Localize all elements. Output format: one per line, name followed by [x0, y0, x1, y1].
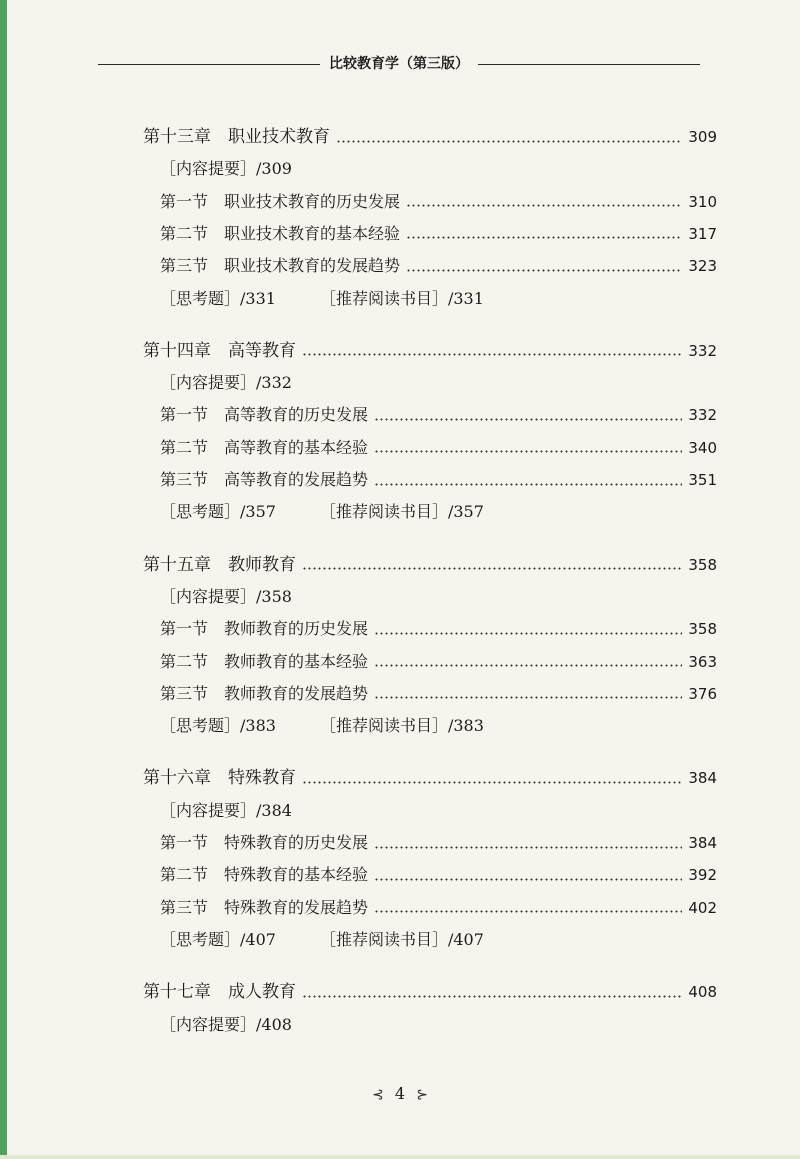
page-number: 4 — [394, 1084, 406, 1103]
toc-entry-label: ［思考题］/331 — [160, 288, 276, 308]
toc-note-row — [160, 582, 717, 612]
dot-leader — [374, 418, 682, 421]
toc-section-row[interactable] — [160, 465, 717, 495]
toc-entry-label-secondary: ［推荐阅读书目］/331 — [319, 288, 484, 308]
toc-entry-label: ［思考题］/357 — [160, 502, 276, 522]
toc-entry-label: ［内容提要］/332 — [160, 373, 292, 393]
toc-page-number: 402 — [688, 898, 717, 917]
toc-entry-label: 第三节 高等教育的发展趋势 — [160, 470, 369, 489]
toc-page-number: 323 — [688, 257, 717, 276]
toc-note-row — [160, 925, 717, 955]
dot-leader — [302, 995, 682, 998]
toc-entry-label: ［内容提要］/408 — [160, 1014, 292, 1034]
toc-page-number: 332 — [688, 406, 717, 425]
toc-entry-label: 第一节 职业技术教育的历史发展 — [160, 191, 401, 211]
toc-entry-label: ［思考题］/383 — [160, 716, 276, 736]
dot-leader — [302, 781, 682, 784]
toc-entry-label: ［内容提要］/384 — [160, 800, 292, 820]
page-footer — [0, 1082, 800, 1107]
toc-entry-label: 第三节 职业技术教育的发展趋势 — [160, 256, 401, 276]
toc-chapter-row[interactable] — [143, 763, 717, 793]
dot-leader — [374, 450, 682, 453]
toc-entry-label: ［内容提要］/309 — [160, 159, 292, 179]
toc-page-number: 376 — [688, 684, 717, 703]
running-header — [0, 52, 800, 76]
toc-page-number: 408 — [688, 983, 717, 1002]
toc-entry-label: ［思考题］/407 — [160, 929, 276, 949]
dot-leader — [302, 353, 682, 356]
dot-leader — [374, 846, 682, 849]
toc-entry-label: 第十五章 教师教育 — [143, 554, 296, 575]
dot-leader — [302, 567, 682, 570]
toc-section-row[interactable] — [160, 614, 717, 644]
toc-note-row — [160, 368, 717, 398]
dot-leader — [374, 632, 682, 635]
ornament-right-icon: ⊱ — [416, 1087, 428, 1103]
toc-note-row — [160, 497, 717, 527]
dot-leader — [374, 878, 682, 881]
bottom-page-edge — [0, 1155, 800, 1159]
toc-entry-label: 第二节 特殊教育的基本经验 — [160, 865, 369, 885]
toc-page-number: 384 — [688, 834, 717, 852]
toc-page-number: 317 — [688, 224, 717, 243]
toc-chapter-row[interactable] — [143, 122, 717, 152]
dot-leader — [406, 204, 682, 207]
toc-entry-label: 第三节 教师教育的发展趋势 — [160, 683, 369, 703]
toc-entry-label-secondary: ［推荐阅读书目］/383 — [319, 716, 484, 736]
toc-entry-label: 第三节 特殊教育的发展趋势 — [160, 897, 369, 917]
green-page-edge — [0, 0, 7, 1159]
dot-leader — [374, 664, 682, 667]
header-title: 比较教育学（第三版） — [329, 56, 469, 72]
toc-entry-label: 第十四章 高等教育 — [143, 340, 296, 361]
toc-page-number: 340 — [688, 438, 717, 457]
toc-entry-label: 第十七章 成人教育 — [143, 982, 296, 1003]
toc-section-row[interactable] — [160, 679, 717, 709]
toc-note-row — [160, 711, 717, 741]
toc-entry-label: 第二节 教师教育的基本经验 — [160, 651, 369, 671]
dot-leader — [374, 910, 682, 913]
toc-note-row — [160, 796, 717, 826]
toc-note-row — [160, 284, 717, 314]
toc-entry-label: 第十六章 特殊教育 — [143, 768, 296, 789]
toc-entry-label: ［内容提要］/358 — [160, 586, 292, 606]
toc-note-row — [160, 1010, 717, 1040]
toc-entry-label: 第二节 高等教育的基本经验 — [160, 437, 369, 457]
toc-entry-label: 第一节 教师教育的历史发展 — [160, 619, 369, 639]
toc-chapter-row[interactable] — [143, 977, 717, 1007]
toc-entry-label: 第一节 特殊教育的历史发展 — [160, 833, 369, 852]
toc-page-number: 309 — [688, 128, 717, 146]
dot-leader — [406, 269, 682, 272]
dot-leader — [336, 140, 682, 143]
toc-page-number: 384 — [688, 769, 717, 788]
toc-entry-label-secondary: ［推荐阅读书目］/407 — [319, 929, 484, 949]
toc-chapter-row[interactable] — [143, 336, 717, 366]
toc-chapter-row[interactable] — [143, 550, 717, 580]
dot-leader — [374, 483, 682, 486]
toc-page-number: 310 — [688, 192, 717, 211]
header-rule-right — [478, 64, 700, 65]
toc-page-number: 358 — [688, 620, 717, 639]
toc-section-row[interactable] — [160, 219, 717, 249]
dot-leader — [406, 236, 682, 239]
toc-page-number: 351 — [688, 471, 717, 489]
toc-section-row[interactable] — [160, 400, 717, 430]
toc-entry-label: 第一节 高等教育的历史发展 — [160, 405, 369, 425]
toc-section-row[interactable] — [160, 893, 717, 923]
header-rule-left — [98, 64, 320, 65]
toc-page-number: 363 — [688, 652, 717, 671]
toc-section-row[interactable] — [160, 187, 717, 217]
toc-note-row — [160, 154, 717, 184]
toc-section-row[interactable] — [160, 251, 717, 281]
toc-section-row[interactable] — [160, 860, 717, 890]
toc-entry-label-secondary: ［推荐阅读书目］/357 — [319, 502, 484, 522]
toc-page-number: 332 — [688, 341, 717, 360]
toc-entry-label: 第十三章 职业技术教育 — [143, 127, 330, 147]
toc-section-row[interactable] — [160, 647, 717, 677]
toc-section-row[interactable] — [160, 828, 717, 858]
toc-section-row[interactable] — [160, 433, 717, 463]
dot-leader — [374, 696, 682, 699]
ornament-left-icon: ⊰ — [372, 1087, 384, 1103]
toc-entry-label: 第二节 职业技术教育的基本经验 — [160, 223, 401, 243]
toc-page-number: 358 — [688, 555, 717, 574]
toc-page-number: 392 — [688, 866, 717, 885]
